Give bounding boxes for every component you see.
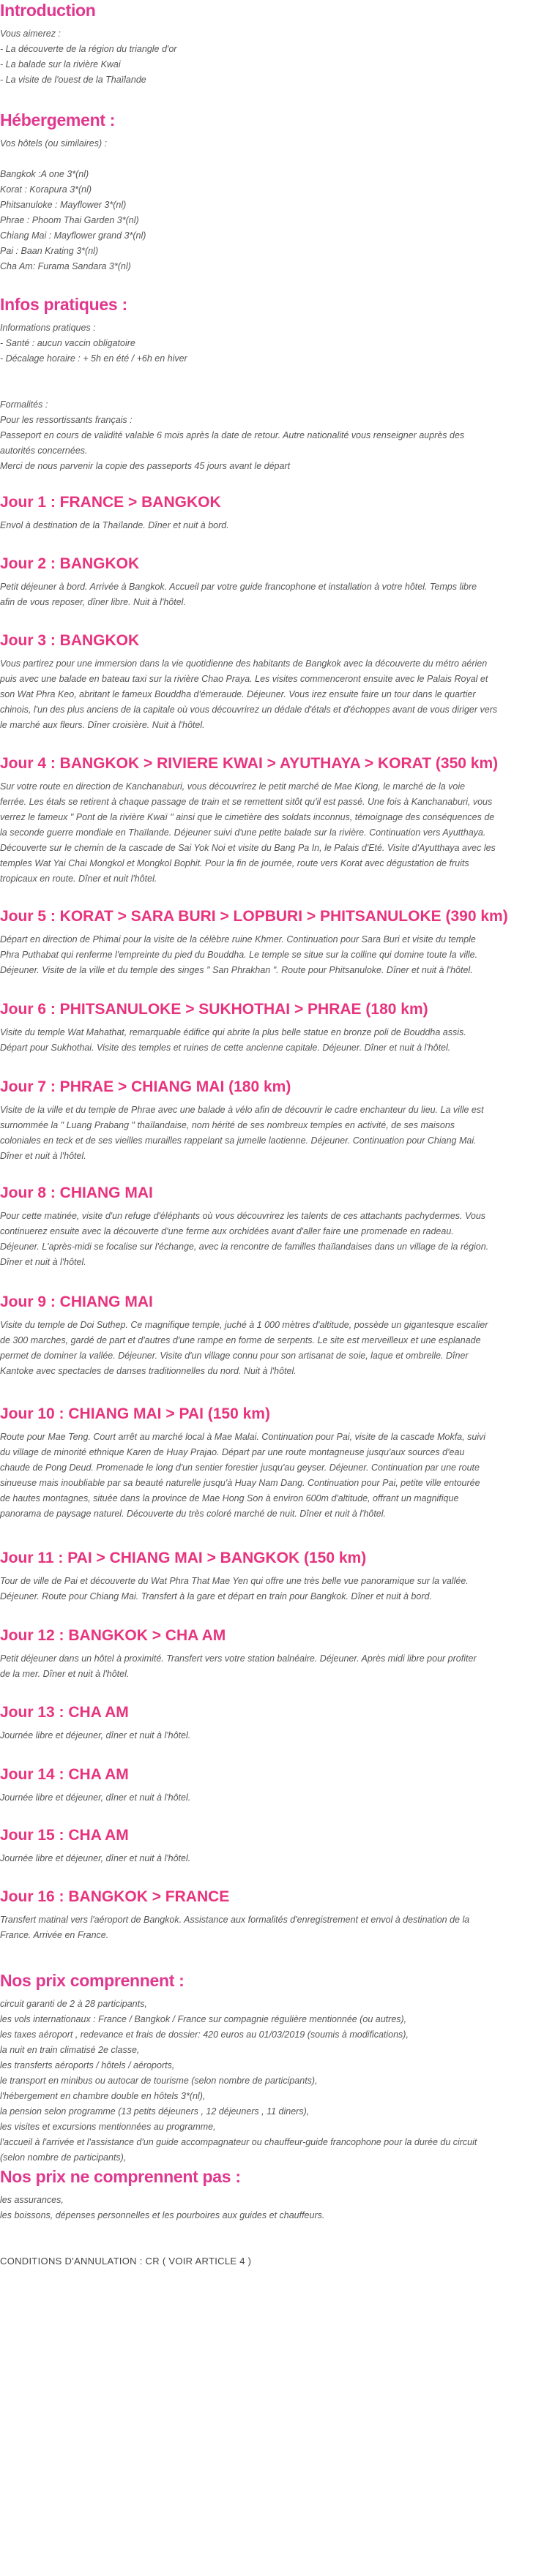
text-line: l'accueil à l'arrivée et l'assistance d'un guide accompagnateur ou chauffeur-guide francophone pour la durée du circuit bbox=[0, 2137, 477, 2147]
text-line: les transferts aéroports / hôtels / aéroports, bbox=[0, 2060, 175, 2070]
text-line: de hautes montagnes, située dans la province de Mae Hong Son à environ 600m d'altitude, offrant un magnifique bbox=[0, 1493, 459, 1503]
infos-text bbox=[0, 320, 549, 474]
day-text bbox=[0, 1851, 549, 1866]
day-section bbox=[0, 1888, 549, 1943]
text-line: le transport en minibus ou autocar de tourisme (selon nombre de participants), bbox=[0, 2076, 318, 2086]
day-heading: Jour 15 : CHA AM bbox=[0, 1827, 129, 1844]
text-line: Journée libre et déjeuner, dîner et nuit à l'hôtel. bbox=[0, 1792, 191, 1803]
day-section bbox=[0, 1549, 549, 1604]
inclus-text bbox=[0, 1997, 549, 2166]
day-section bbox=[0, 1703, 549, 1743]
day-text bbox=[0, 1574, 549, 1604]
text-line: - La visite de l'ouest de la Thaïlande bbox=[0, 75, 146, 85]
text-line bbox=[0, 367, 549, 382]
text-line: les vols internationaux : France / Bangkok / France sur compagnie régulière mentionnée (ou autres), bbox=[0, 2014, 407, 2024]
text-line: Transfert matinal vers l'aéroport de Bangkok. Assistance aux formalités d'enregistrement et envol à destination de la bbox=[0, 1915, 470, 1925]
text-line: continuerez ensuite avec la découverte d'une ferme aux orchidées avant d'aller faire une promenade en radeau. bbox=[0, 1226, 454, 1236]
day-heading: Jour 13 : CHA AM bbox=[0, 1704, 129, 1721]
text-line: Formalités : bbox=[0, 399, 48, 410]
day-section bbox=[0, 1405, 549, 1522]
hebergement-text bbox=[0, 136, 549, 274]
text-line: Route pour Mae Teng. Court arrêt au marché local à Mae Malai. Continuation pour Pai, visite de la cascade Mokfa, suivi bbox=[0, 1432, 486, 1442]
infos-section bbox=[0, 294, 549, 474]
day-heading: Jour 7 : PHRAE > CHIANG MAI (180 km) bbox=[0, 1078, 291, 1095]
inclus-heading: Nos prix comprennent : bbox=[0, 1971, 185, 1990]
text-line: l'hébergement en chambre double en hôtels 3*(nl), bbox=[0, 2091, 206, 2101]
text-line: Sur votre route en direction de Kanchanaburi, vous découvrirez le petit marché de Mae Klong, le marché de la voie bbox=[0, 781, 466, 792]
text-line: Passeport en cours de validité valable 6 mois après la date de retour. Autre nationalité vous renseigner auprès des bbox=[0, 430, 465, 440]
text-line: Départ pour Sukhothai. Visite des temples et ruines de cette ancienne capitale. Déjeuner. Dîner et nuit à l'hôtel. bbox=[0, 1043, 451, 1053]
text-line: Visite du temple de Doi Suthep. Ce magnifique temple, juché à 1 000 mètres d'altitude, possède un gigantesque escalier bbox=[0, 1320, 488, 1330]
text-line: Départ en direction de Phimai pour la visite de la célèbre ruine Khmer. Continuation pour Sara Buri et visite du temple bbox=[0, 934, 476, 945]
day-text bbox=[0, 656, 549, 733]
day-section bbox=[0, 1078, 549, 1164]
text-line: Vos hôtels (ou similaires) : bbox=[0, 138, 108, 149]
text-line: Merci de nous parvenir la copie des passeports 45 jours avant le départ bbox=[0, 461, 291, 471]
day-section bbox=[0, 1000, 549, 1056]
day-section bbox=[0, 754, 549, 887]
day-heading: Jour 14 : CHA AM bbox=[0, 1766, 129, 1783]
text-line: Dîner et nuit à l'hôtel. bbox=[0, 1257, 86, 1267]
day-heading: Jour 4 : BANGKOK > RIVIERE KWAI > AYUTHAYA > KORAT (350 km) bbox=[0, 755, 499, 772]
exclus-section bbox=[0, 2166, 549, 2223]
text-line: Dîner et nuit à l'hôtel. bbox=[0, 1151, 86, 1161]
introduction-section bbox=[0, 0, 549, 88]
inclus-section bbox=[0, 1970, 549, 2166]
text-line: Tour de ville de Pai et découverte du Wat Phra That Mae Yen qui offre une très belle vue panoramique sur la vallée. bbox=[0, 1576, 469, 1586]
text-line: Déjeuner. Route pour Chiang Mai. Transfert à la gare et départ en train pour Bangkok. Dîner et nuit à bord. bbox=[0, 1591, 432, 1601]
day-heading: Jour 6 : PHITSANULOKE > SUKHOTHAI > PHRAE (180 km) bbox=[0, 1001, 428, 1018]
day-text bbox=[0, 1651, 549, 1682]
text-line: Pour cette matinée, visite d'un refuge d'éléphants où vous découvrirez les talents de ces attachants pachydermes. Vous bbox=[0, 1211, 486, 1221]
text-line: de la mer. Dîner et nuit à l'hôtel. bbox=[0, 1669, 130, 1679]
day-section bbox=[0, 1826, 549, 1866]
text-line: de 300 marches, gardé de part et d'autres d'une rampe en forme de serpents. Le site est merveilleux et une esplanade bbox=[0, 1335, 481, 1345]
exclus-text bbox=[0, 2193, 549, 2223]
text-line: Visite du temple Wat Mahathat, remarquable édifice qui abrite la plus belle statue en bronze poli de Bouddha assis. bbox=[0, 1027, 466, 1037]
text-line: autorités concernées. bbox=[0, 446, 88, 456]
exclus-heading: Nos prix ne comprennent pas : bbox=[0, 2167, 241, 2186]
text-line: afin de vous reposer, dîner libre. Nuit à l'hôtel. bbox=[0, 597, 186, 607]
text-line: tropicaux en route. Dîner et nuit l'hôtel. bbox=[0, 874, 157, 884]
day-section bbox=[0, 1765, 549, 1806]
day-text bbox=[0, 779, 549, 887]
text-line: Découverte sur le chemin de la cascade de Sai Yok Noi et visite du Bang Pa In, le Palais d'Eté. Visite d'Ayutthaya avec les bbox=[0, 843, 496, 853]
infos-heading: Infos pratiques : bbox=[0, 295, 127, 314]
text-line: France. Arrivée en France. bbox=[0, 1930, 109, 1940]
text-line: Déjeuner. L'après-midi se focalise sur l'échange, avec la rencontre de familles thaïlandaises dans un village de la région. bbox=[0, 1242, 489, 1252]
day-heading: Jour 12 : BANGKOK > CHA AM bbox=[0, 1627, 226, 1644]
day-section bbox=[0, 555, 549, 610]
day-heading: Jour 5 : KORAT > SARA BURI > LOPBURI > PHITSANULOKE (390 km) bbox=[0, 908, 508, 925]
day-section bbox=[0, 907, 549, 978]
day-section bbox=[0, 1293, 549, 1379]
text-line: sinueuse mais inoubliable par sa beauté naturelle jusqu'à Huay Nam Dang. Continuation pour Pai, petite ville entourée bbox=[0, 1478, 480, 1488]
day-text bbox=[0, 1318, 549, 1379]
day-heading: Jour 3 : BANGKOK bbox=[0, 632, 140, 649]
text-line: les taxes aéroport , redevance et frais de dossier: 420 euros au 01/03/2019 (soumis à modifications), bbox=[0, 2029, 409, 2040]
text-line: permet de dominer la vallée. Déjeuner. Visite d'un village connu pour son artisanat de soie, laque et ombrelle. Dîner bbox=[0, 1351, 469, 1361]
text-line: Vous partirez pour une immersion dans la vie quotidienne des habitants de Bangkok avec la découverte du métro aérien bbox=[0, 658, 488, 669]
text-line: les assurances, bbox=[0, 2195, 64, 2205]
text-line: Journée libre et déjeuner, dîner et nuit à l'hôtel. bbox=[0, 1730, 191, 1741]
text-line: - Décalage horaire : + 5h en été / +6h en hiver bbox=[0, 353, 187, 364]
day-text bbox=[0, 518, 549, 533]
text-line: Cha Am: Furama Sandara 3*(nl) bbox=[0, 261, 131, 271]
hebergement-section bbox=[0, 110, 549, 274]
day-text bbox=[0, 579, 549, 610]
text-line: le marché aux fleurs. Dîner croisière. Nuit à l'hôtel. bbox=[0, 720, 205, 730]
text-line: (selon nombre de participants), bbox=[0, 2152, 127, 2163]
text-line: Informations pratiques : bbox=[0, 323, 96, 333]
text-line: la seconde guerre mondiale en Thaïlande. Déjeuner suivi d'une petite balade sur la rivière. Continuation vers Ayutthaya. bbox=[0, 827, 486, 838]
text-line: Petit déjeuner dans un hôtel à proximité. Transfert vers votre station balnéaire. Déjeuner. Après midi libre pour profiter bbox=[0, 1653, 477, 1664]
introduction-heading: Introduction bbox=[0, 1, 96, 20]
day-heading: Jour 2 : BANGKOK bbox=[0, 555, 140, 572]
day-text bbox=[0, 1430, 549, 1522]
day-section bbox=[0, 493, 549, 533]
text-line: Bangkok :A one 3*(nl) bbox=[0, 169, 89, 179]
text-line: du village de minorité ethnique Karen de Huay Prajao. Départ par une route montagneuse jusqu'aux sources d'eau bbox=[0, 1447, 465, 1457]
text-line: Vous aimerez : bbox=[0, 29, 61, 39]
text-line: - Santé : aucun vaccin obligatoire bbox=[0, 338, 135, 348]
text-line: la pension selon programme (13 petits déjeuners , 12 déjeuners , 11 diners), bbox=[0, 2106, 310, 2117]
text-line bbox=[0, 151, 549, 167]
text-line: coloniales en teck et de ses vieilles murailles rappelant sa jumelle laotienne. Déjeuner. Continuation pour Chiang Mai. bbox=[0, 1135, 477, 1146]
text-line: Korat : Korapura 3*(nl) bbox=[0, 184, 92, 195]
day-heading: Jour 9 : CHIANG MAI bbox=[0, 1293, 153, 1310]
text-line: Pour les ressortissants français : bbox=[0, 415, 133, 425]
text-line: Journée libre et déjeuner, dîner et nuit à l'hôtel. bbox=[0, 1853, 191, 1863]
text-line: verrez le fameux " Pont de la rivière Kwaï " ainsi que le cimetière des soldats inconnus, témoignage des conséquences de bbox=[0, 812, 495, 822]
day-heading: Jour 10 : CHIANG MAI > PAI (150 km) bbox=[0, 1405, 270, 1422]
text-line: Petit déjeuner à bord. Arrivée à Bangkok. Accueil par votre guide francophone et installation à votre hôtel. Temps libre bbox=[0, 582, 477, 592]
text-line: Visite de la ville et du temple de Phrae avec une balade à vélo afin de découvrir le cadre enchanteur du lieu. La ville est bbox=[0, 1105, 484, 1115]
day-text bbox=[0, 1025, 549, 1056]
day-text bbox=[0, 1728, 549, 1743]
text-line: les boissons, dépenses personnelles et les pourboires aux guides et chauffeurs. bbox=[0, 2210, 325, 2220]
text-line: Phra Puthabat qui renferme l'empreinte du pied du Bouddha. Le temple se situe sur la colline qui domine toute la ville. bbox=[0, 950, 478, 960]
text-line: - La balade sur la rivière Kwai bbox=[0, 59, 121, 70]
text-line: son Wat Phra Keo, abritant le fameux Bouddha d'émeraude. Déjeuner. Vous irez ensuite faire un tour dans le quartier bbox=[0, 689, 476, 699]
text-line: Envol à destination de la Thaïlande. Dîner et nuit à bord. bbox=[0, 520, 229, 530]
day-text bbox=[0, 1912, 549, 1943]
text-line: surnommée la " Luang Prabang " thaïlandaise, nom hérité de ses nombreux temples en activité, de ses maisons bbox=[0, 1120, 455, 1130]
day-heading: Jour 16 : BANGKOK > FRANCE bbox=[0, 1888, 230, 1905]
text-line: Phitsanuloke : Mayflower 3*(nl) bbox=[0, 200, 127, 210]
text-line: chinois, l'un des plus anciens de la capitale où vous découvrirez un dédale d'étals et d'échoppes avant de vous diriger vers bbox=[0, 705, 498, 715]
day-text bbox=[0, 1790, 549, 1806]
text-line: Pai : Baan Krating 3*(nl) bbox=[0, 246, 99, 256]
day-heading: Jour 11 : PAI > CHIANG MAI > BANGKOK (150 km) bbox=[0, 1550, 367, 1566]
cancellation-conditions: CONDITIONS D'ANNULATION : CR ( VOIR ARTICLE 4 ) bbox=[0, 2256, 252, 2267]
text-line: Chiang Mai : Mayflower grand 3*(nl) bbox=[0, 230, 146, 241]
day-text bbox=[0, 1209, 549, 1270]
introduction-text bbox=[0, 26, 549, 88]
day-heading: Jour 8 : CHIANG MAI bbox=[0, 1184, 153, 1201]
day-text bbox=[0, 932, 549, 978]
text-line: panorama de paysage naturel. Découverte du très coloré marché de nuit. Dîner et nuit à l'hôtel. bbox=[0, 1509, 386, 1519]
text-line: circuit garanti de 2 à 28 participants, bbox=[0, 1999, 147, 2009]
text-line: Kantoke avec spectacles de danses traditionnelles du nord. Nuit à l'hôtel. bbox=[0, 1366, 297, 1376]
text-line: la nuit en train climatisé 2e classe, bbox=[0, 2045, 140, 2055]
day-heading: Jour 1 : FRANCE > BANGKOK bbox=[0, 494, 221, 511]
hebergement-heading: Hébergement : bbox=[0, 110, 116, 129]
day-section bbox=[0, 1184, 549, 1270]
text-line: - La découverte de la région du triangle d'or bbox=[0, 44, 177, 54]
text-line: temples Wat Yai Chai Mongkol et Mongkol Bophit. Pour la fin de journée, route vers Korat avec dégustation de fruits bbox=[0, 858, 469, 868]
day-section bbox=[0, 1626, 549, 1682]
text-line: chaude de Pong Deud. Promenade le long d'un sentier forestier jusqu'au geyser. Déjeuner. Continuation par une route bbox=[0, 1462, 480, 1473]
day-section bbox=[0, 631, 549, 733]
text-line: puis avec une balade en bateau taxi sur la rivière Chao Praya. Les visites commenceront ensuite avec le Palais Royal et bbox=[0, 674, 488, 684]
text-line bbox=[0, 382, 549, 397]
day-text bbox=[0, 1103, 549, 1164]
text-line: ferrée. Les étals se retirent à chaque passage de train et se remettent sitôt qu'il est passé. Une fois à Kanchanaburi, vous bbox=[0, 797, 493, 807]
text-line: les visites et excursions mentionnées au programme, bbox=[0, 2122, 216, 2132]
text-line: Déjeuner. Visite de la ville et du temple des singes " San Phrakhan ". Route pour Phitsanuloke. Dîner et nuit à l'hôtel. bbox=[0, 965, 473, 975]
text-line: Phrae : Phoom Thai Garden 3*(nl) bbox=[0, 215, 139, 225]
